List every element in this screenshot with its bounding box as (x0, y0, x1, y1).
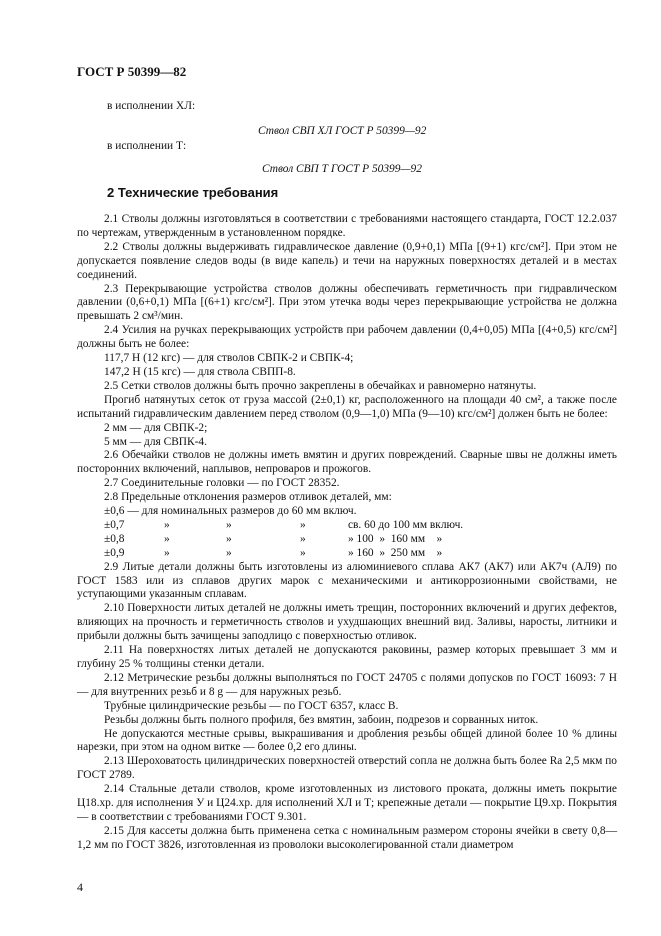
paragraph: 2.9 Литые детали должны быть изготовлены из алюминиевого сплава АК7 (АК7) или АК7ч (АЛ9) по ГОСТ 1583 или из сплавов других марок с механическими и антикоррозионными свойствами, не уступающими указанным сплавам. (77, 560, 617, 601)
intro-line: в исполнении ХЛ: (107, 100, 196, 112)
tolerance-cell: » 160 » 250 мм » (348, 546, 443, 559)
paragraph: 2.10 Поверхности литых деталей не должны иметь трещин, посторонних включений и других дефектов, влияющих на прочность и герметичность стволов и ухудшающих внешний вид. Заливы, наросты, литники и прибыли должны быть зачищены заподлицо с поверхностью отливок. (77, 602, 617, 643)
section-title: 2 Технические требования (107, 185, 279, 200)
paragraph: 2.13 Шероховатость цилиндрических поверхностей отверстий сопла не должна быть более Ra 2,5 мкм по ГОСТ 2789. (77, 755, 617, 782)
paragraph: 2.3 Перекрывающие устройства стволов должны обеспечивать герметичность при гидравлическом давлении (0,6+0,1) МПа [(6+1) кгс/см²]. При этом утечка воды через перекрывающие устройства не должна превышать 2 см³/мин. (77, 282, 617, 323)
paragraph: 147,2 Н (15 кгс) — для ствола СВПП-8. (104, 365, 296, 378)
paragraph: 2 мм — для СВПК-2; (104, 421, 208, 434)
paragraph: 2.11 На поверхностях литых деталей не допускаются раковины, размер которых превышает 3 мм и глубину 25 % толщины стенки детали. (77, 644, 617, 670)
document-body (77, 213, 617, 853)
tolerance-cell: » (226, 518, 232, 531)
tolerance-cell: ±0,8 (104, 532, 125, 545)
paragraph: 2.8 Предельные отклонения размеров отливок деталей, мм: (104, 491, 392, 504)
paragraph: 2.1 Стволы должны изготовляться в соответствии с требованиями настоящего стандарта, ГОСТ 12.2.037 по чертежам, утвержденным в установленном порядке. (77, 213, 617, 239)
paragraph: 2.7 Соединительные головки — по ГОСТ 28352. (104, 477, 340, 490)
tolerance-cell: » (164, 532, 170, 545)
tolerance-row (77, 519, 617, 533)
paragraph: 2.12 Метрические резьбы должны выполняться по ГОСТ 24705 с полями допусков по ГОСТ 16093: 7 Н — для внутренних резьб и 8 g — для наружных резьб. (77, 671, 617, 698)
tolerance-cell: » (164, 518, 170, 531)
tolerance-cell: » 100 » 160 мм » (348, 532, 443, 545)
tolerance-cell: » (300, 532, 306, 545)
tolerance-row (77, 533, 617, 547)
tolerance-cell: » (226, 532, 232, 545)
paragraph: Резьбы должны быть полного профиля, без вмятин, забоин, подрезов и сорванных ниток. (104, 713, 539, 726)
paragraph: 117,7 Н (12 кгс) — для стволов СВПК-2 и СВПК-4; (104, 352, 354, 365)
paragraph: 2.4 Усилия на ручках перекрывающих устройств при рабочем давлении (0,4+0,05) МПа [(4+0,5) кгс/см²] должны быть не более: (77, 324, 617, 351)
tolerance-cell: ±0,7 (104, 518, 125, 531)
page-number: 4 (77, 880, 83, 894)
paragraph: 2.14 Стальные детали стволов, кроме изготовленных из листового проката, должны иметь покрытие Ц18.хр. для исполнения У и Ц24.хр. для исполнений ХЛ и Т; крепежные детали — покрытие Ц9.хр. Покрытия — в соответствии с требованиями ГОСТ 9.301. (77, 783, 617, 823)
paragraph: Прогиб натянутых сеток от груза массой (2±0,1) кг, расположенного на площади 40 см², а также после испытаний гидравлическим давлением перед стволом (0,9—1,0) МПа (9—10) кгс/см²] должен быть не более: (77, 393, 617, 420)
designation-line: Ствол СВП ХЛ ГОСТ Р 50399—92 (258, 125, 427, 137)
document-header: ГОСТ Р 50399—82 (77, 64, 187, 79)
tolerance-cell: ±0,9 (104, 546, 125, 559)
paragraph: 2.2 Стволы должны выдерживать гидравлическое давление (0,9+0,1) МПа [(9+1) кгс/см²]. При этом не допускается появление следов воды (в виде капель) и течи на наружных поверхностях деталей и в местах соединений. (77, 240, 617, 281)
designation-line: Ствол СВП Т ГОСТ Р 50399—92 (262, 163, 422, 175)
tolerance-cell: » (226, 546, 232, 559)
intro-line: в исполнении Т: (107, 140, 187, 152)
paragraph: Трубные цилиндрические резьбы — по ГОСТ 6357, класс В. (104, 699, 399, 712)
paragraph: ±0,6 — для номинальных размеров до 60 мм включ. (104, 505, 357, 518)
paragraph: 2.5 Сетки стволов должны быть прочно закреплены в обечайках и равномерно натянуты. (104, 379, 537, 392)
paragraph: Не допускаются местные срывы, выкрашивания и дробления резьбы общей длиной более 10 % длины нарезки, при этом на одном витке — более 0,2 его длины. (77, 727, 617, 754)
tolerance-cell: » (300, 518, 306, 531)
paragraph: 2.6 Обечайки стволов не должны иметь вмятин и других повреждений. Сварные швы не должны иметь посторонних включений, наплывов, непроваров и прожогов. (77, 449, 617, 476)
paragraph: 5 мм — для СВПК-4. (104, 435, 207, 448)
tolerance-row (77, 547, 617, 561)
paragraph: 2.15 Для кассеты должна быть применена сетка с номинальным размером стороны ячейки в свету 0,8—1,2 мм по ГОСТ 3826, изготовленная из проволоки высоколегированной стали диаметром (77, 824, 617, 851)
tolerance-cell: » (164, 546, 170, 559)
tolerance-cell: св. 60 до 100 мм включ. (348, 518, 464, 531)
tolerance-cell: » (300, 546, 306, 559)
